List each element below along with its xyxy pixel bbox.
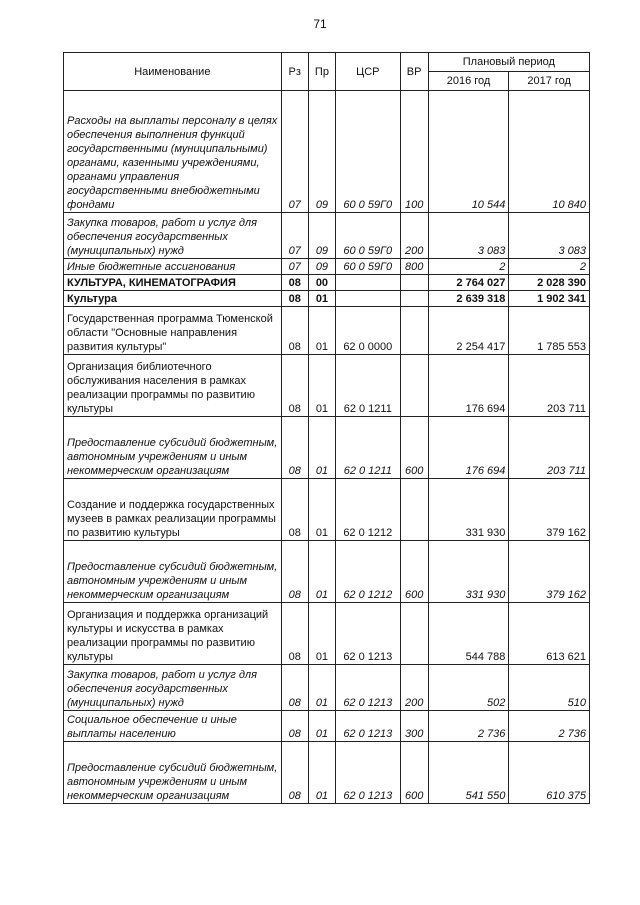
table-row	[64, 291, 590, 307]
row-rz: 08	[281, 711, 308, 742]
table-row	[64, 665, 590, 711]
row-name: Социальное обеспечение и иные выплаты населению	[64, 711, 282, 742]
row-2017: 2 028 390	[509, 275, 590, 291]
row-pr: 01	[308, 541, 335, 603]
row-vr: 300	[400, 711, 428, 742]
row-rz: 07	[281, 213, 308, 259]
row-2017: 510	[509, 665, 590, 711]
header-rz: Рз	[281, 53, 308, 91]
table-row	[64, 213, 590, 259]
row-2017: 1 785 553	[509, 307, 590, 355]
row-csr	[336, 291, 400, 307]
row-rz: 08	[281, 742, 308, 804]
row-2016: 502	[428, 665, 509, 711]
row-name: Культура	[64, 291, 282, 307]
table-row	[64, 479, 590, 541]
row-pr: 09	[308, 213, 335, 259]
row-vr	[400, 355, 428, 417]
header-plan-period: Плановый период	[428, 53, 589, 72]
table-row	[64, 259, 590, 275]
row-csr: 62 0 1213	[336, 711, 400, 742]
table-row	[64, 711, 590, 742]
row-vr: 200	[400, 665, 428, 711]
row-name: Предоставление субсидий бюджетным, автономным учреждениям и иным некоммерческим организациям	[64, 742, 282, 804]
row-name: Закупка товаров, работ и услуг для обеспечения государственных (муниципальных) нужд	[64, 665, 282, 711]
row-2017: 613 621	[509, 603, 590, 665]
row-name: Государственная программа Тюменской области "Основные направления развития культуры"	[64, 307, 282, 355]
row-2016: 331 930	[428, 479, 509, 541]
row-vr: 600	[400, 541, 428, 603]
row-vr	[400, 275, 428, 291]
header-vr: ВР	[400, 53, 428, 91]
row-vr: 800	[400, 259, 428, 275]
row-pr: 09	[308, 91, 335, 213]
header-pr: Пр	[308, 53, 335, 91]
row-2016: 176 694	[428, 355, 509, 417]
row-rz: 08	[281, 479, 308, 541]
row-vr: 100	[400, 91, 428, 213]
row-csr: 62 0 1213	[336, 603, 400, 665]
table-row	[64, 417, 590, 479]
page-number: 71	[313, 17, 327, 31]
row-name: Расходы на выплаты персоналу в целях обеспечения выполнения функций государственными (муниципальными) органами, казенными учреждениями, органами управления государственными внебюджетными фондами	[64, 91, 282, 213]
row-name: КУЛЬТУРА, КИНЕМАТОГРАФИЯ	[64, 275, 282, 291]
row-2017: 379 162	[509, 541, 590, 603]
row-name: Организация и поддержка организаций культуры и искусства в рамках реализации программы по развитию культуры	[64, 603, 282, 665]
row-pr: 01	[308, 479, 335, 541]
table-row	[64, 307, 590, 355]
row-vr	[400, 479, 428, 541]
row-2016: 2 639 318	[428, 291, 509, 307]
table-row	[64, 742, 590, 804]
row-name: Создание и поддержка государственных музеев в рамках реализации программы по развитию культуры	[64, 479, 282, 541]
row-vr	[400, 307, 428, 355]
row-rz: 07	[281, 259, 308, 275]
row-pr: 01	[308, 417, 335, 479]
header-year-2017: 2017 год	[509, 72, 590, 91]
budget-table	[63, 52, 590, 804]
row-csr: 62 0 1211	[336, 355, 400, 417]
row-pr: 01	[308, 742, 335, 804]
row-2016: 541 550	[428, 742, 509, 804]
table-row	[64, 91, 590, 213]
row-pr: 01	[308, 665, 335, 711]
row-pr: 09	[308, 259, 335, 275]
row-pr: 01	[308, 355, 335, 417]
table-row	[64, 275, 590, 291]
row-name: Организация библиотечного обслуживания населения в рамках реализации программы по развитию культуры	[64, 355, 282, 417]
row-vr	[400, 291, 428, 307]
row-2016: 2 736	[428, 711, 509, 742]
row-rz: 08	[281, 307, 308, 355]
row-csr: 62 0 1211	[336, 417, 400, 479]
row-name: Закупка товаров, работ и услуг для обеспечения государственных (муниципальных) нужд	[64, 213, 282, 259]
row-rz: 08	[281, 603, 308, 665]
header-csr: ЦСР	[336, 53, 400, 91]
row-rz: 08	[281, 541, 308, 603]
table-row	[64, 603, 590, 665]
row-2017: 203 711	[509, 417, 590, 479]
row-csr: 60 0 59Г0	[336, 259, 400, 275]
row-2017: 10 840	[509, 91, 590, 213]
row-vr: 600	[400, 417, 428, 479]
row-csr: 62 0 1212	[336, 541, 400, 603]
row-rz: 08	[281, 417, 308, 479]
row-rz: 08	[281, 275, 308, 291]
table-row	[64, 541, 590, 603]
row-2017: 610 375	[509, 742, 590, 804]
row-2016: 2 254 417	[428, 307, 509, 355]
row-csr: 62 0 1212	[336, 479, 400, 541]
row-2017: 203 711	[509, 355, 590, 417]
row-pr: 01	[308, 603, 335, 665]
row-csr: 62 0 0000	[336, 307, 400, 355]
row-pr: 01	[308, 307, 335, 355]
row-rz: 08	[281, 291, 308, 307]
row-pr: 01	[308, 711, 335, 742]
row-csr	[336, 275, 400, 291]
row-vr: 200	[400, 213, 428, 259]
row-csr: 60 0 59Г0	[336, 213, 400, 259]
header-year-2016: 2016 год	[428, 72, 509, 91]
row-2017: 3 083	[509, 213, 590, 259]
header-name: Наименование	[64, 53, 282, 91]
row-2016: 2 764 027	[428, 275, 509, 291]
row-name: Иные бюджетные ассигнования	[64, 259, 282, 275]
row-rz: 07	[281, 91, 308, 213]
row-2016: 176 694	[428, 417, 509, 479]
row-pr: 01	[308, 291, 335, 307]
row-csr: 62 0 1213	[336, 742, 400, 804]
row-2017: 2	[509, 259, 590, 275]
row-rz: 08	[281, 355, 308, 417]
row-2017: 1 902 341	[509, 291, 590, 307]
row-2016: 2	[428, 259, 509, 275]
table-row	[64, 355, 590, 417]
row-2016: 3 083	[428, 213, 509, 259]
row-vr	[400, 603, 428, 665]
row-2016: 331 930	[428, 541, 509, 603]
row-csr: 60 0 59Г0	[336, 91, 400, 213]
row-2017: 379 162	[509, 479, 590, 541]
row-2017: 2 736	[509, 711, 590, 742]
row-rz: 08	[281, 665, 308, 711]
row-name: Предоставление субсидий бюджетным, автономным учреждениям и иным некоммерческим организациям	[64, 417, 282, 479]
row-vr: 600	[400, 742, 428, 804]
row-pr: 00	[308, 275, 335, 291]
row-2016: 544 788	[428, 603, 509, 665]
row-name: Предоставление субсидий бюджетным, автономным учреждениям и иным некоммерческим организациям	[64, 541, 282, 603]
row-csr: 62 0 1213	[336, 665, 400, 711]
row-2016: 10 544	[428, 91, 509, 213]
